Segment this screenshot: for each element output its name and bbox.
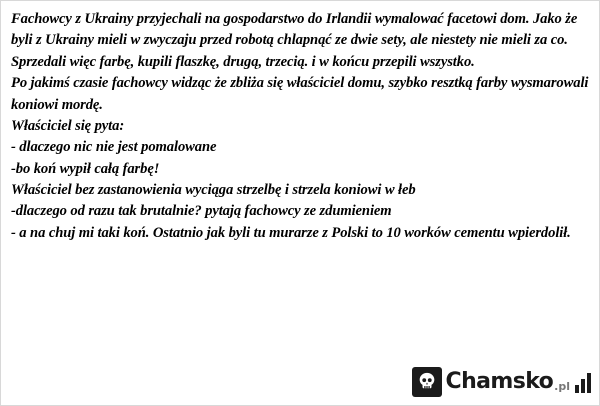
joke-paragraph: - dlaczego nic nie jest pomalowane xyxy=(11,139,217,156)
watermark-brand: Chamsko xyxy=(445,369,554,394)
joke-paragraph: Fachowcy z Ukrainy przyjechali na gospodarstwo do Irlandii wymalować facetowi dom. Jako że byli z Ukrainy mieli w zwyczaju przed robotą chlapnąć ze dwie sety, ale niestety nie mieli za co. xyxy=(11,11,578,49)
watermark-bars-icon xyxy=(573,371,591,393)
joke-paragraph: - a na chuj mi taki koń. Ostatnio jak byli tu murarze z Polski to 10 worków cementu wpierdolił. xyxy=(11,224,571,241)
joke-paragraph: -dlaczego od razu tak brutalnie? pytają fachowcy ze zdumieniem xyxy=(11,203,392,220)
joke-paragraph: Właściciel bez zastanowienia wyciąga strzelbę i strzela koniowi w łeb xyxy=(11,182,416,198)
joke-text-block xyxy=(11,9,589,244)
joke-paragraph: Właściciel się pyta: xyxy=(11,117,125,134)
joke-paragraph: Sprzedali więc farbę, kupili flaszkę, drugą, trzecią. i w końcu przepili wszystko. xyxy=(11,53,475,70)
joke-paragraph: Po jakimś czasie fachowcy widząc że zbliża się właściciel domu, szybko resztką farby wysmarowali koniowi mordę. xyxy=(11,75,589,113)
site-watermark xyxy=(412,365,591,399)
skull-icon xyxy=(412,367,442,397)
watermark-tld: .pl xyxy=(554,379,570,393)
joke-paragraph: -bo koń wypił całą farbę! xyxy=(11,160,160,177)
